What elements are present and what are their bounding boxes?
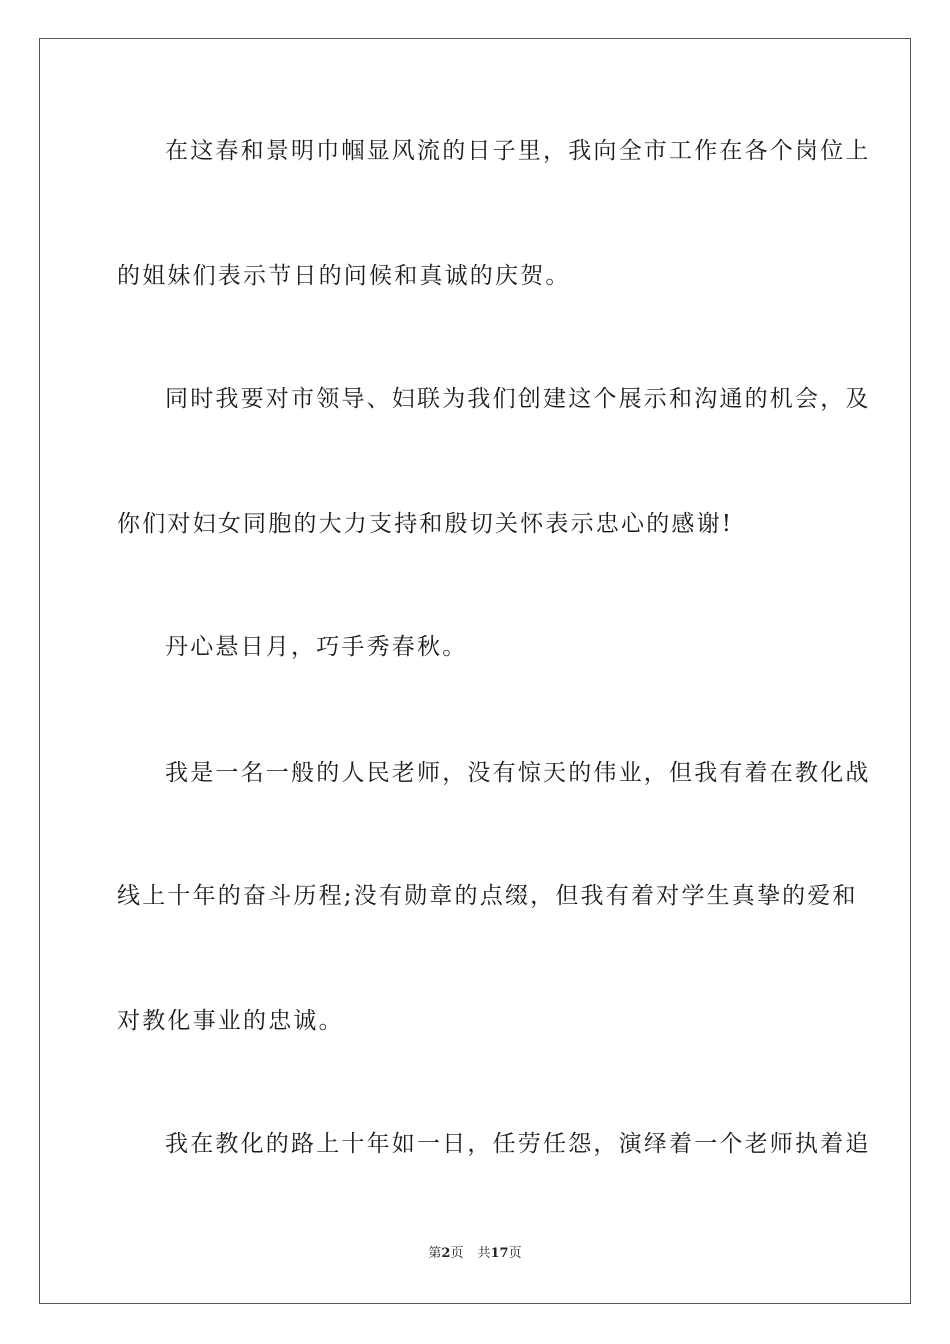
- paragraph-1-line-2: 的姐妹们表示节日的问候和真诚的庆贺。: [117, 263, 571, 289]
- paragraph-4-line-2: 线上十年的奋斗历程;没有勋章的点缀，但我有着对学生真挚的爱和: [117, 883, 858, 909]
- paragraph-5-line-1: 我在教化的路上十年如一日，任劳任怨，演绎着一个老师执着追: [165, 1131, 871, 1157]
- total-pages: 17: [490, 1246, 509, 1261]
- total-prefix: 共: [477, 1246, 491, 1261]
- paragraph-2-line-2: 你们对妇女同胞的大力支持和殷切关怀表示忠心的感谢!: [117, 511, 734, 537]
- page-border: [39, 38, 911, 1304]
- paragraph-4-line-3: 对教化事业的忠诚。: [117, 1008, 344, 1034]
- page-prefix: 第: [428, 1246, 442, 1261]
- paragraph-4-line-1: 我是一名一般的人民老师，没有惊天的伟业，但我有着在教化战: [165, 760, 871, 786]
- page-footer: [0, 1245, 950, 1263]
- paragraph-1-line-1: 在这春和景明巾帼显风流的日子里，我向全市工作在各个岗位上: [165, 138, 871, 164]
- total-suffix: 页: [508, 1246, 522, 1261]
- paragraph-2-line-1: 同时我要对市领导、妇联为我们创建这个展示和沟通的机会，及: [165, 386, 871, 412]
- page-number: 2: [441, 1246, 451, 1261]
- page-suffix: 页: [450, 1246, 464, 1261]
- paragraph-3-line-1: 丹心悬日月，巧手秀春秋。: [165, 634, 468, 660]
